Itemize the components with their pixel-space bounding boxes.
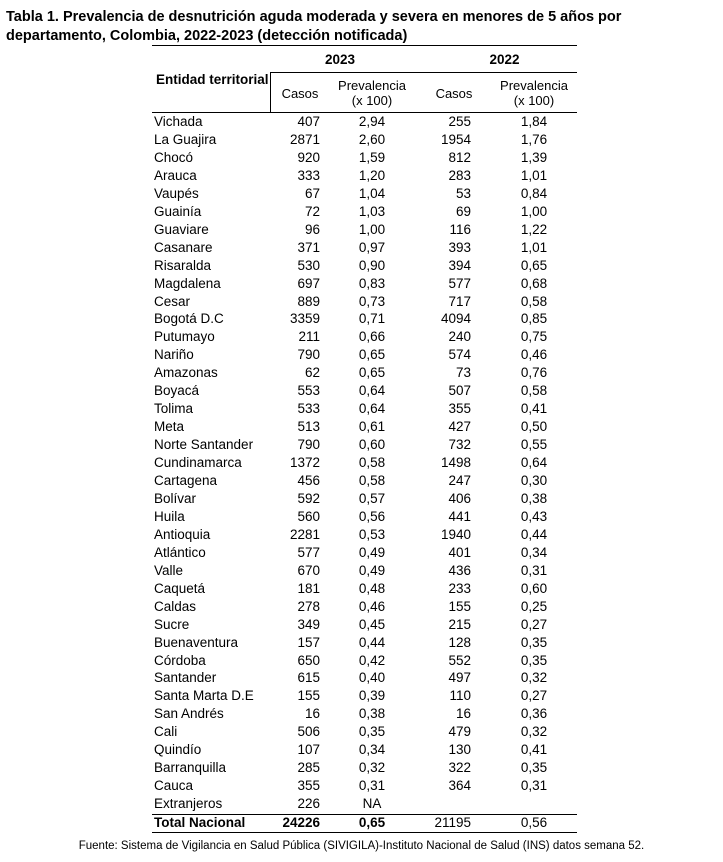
entity-cell: Tolima bbox=[154, 401, 194, 417]
cases-2022-cell: 479 bbox=[448, 724, 471, 740]
cases-2023-cell: 533 bbox=[297, 401, 320, 417]
prevalence-2022-cell: 0,46 bbox=[520, 347, 548, 363]
cases-2023-cell: 355 bbox=[297, 778, 320, 794]
top-rule bbox=[152, 45, 577, 46]
entity-cell: Boyacá bbox=[154, 383, 200, 399]
prevalence-2023-cell: 0,42 bbox=[358, 652, 386, 668]
cases-2023-cell: 285 bbox=[297, 760, 320, 776]
prevalence-2023-cell: 0,44 bbox=[358, 634, 386, 650]
cases-2023-cell: 560 bbox=[297, 508, 320, 524]
cases-2023-header: Casos bbox=[281, 86, 319, 101]
cases-2023-cell: 16 bbox=[304, 706, 320, 722]
prevalence-2023-cell: 0,90 bbox=[358, 257, 386, 273]
cases-2023-cell: 456 bbox=[297, 473, 320, 488]
cases-2022-cell: 1954 bbox=[440, 131, 471, 147]
cases-2023-cell: 506 bbox=[297, 724, 320, 740]
prevalence-2022-cell: 0,32 bbox=[520, 670, 548, 686]
cases-2022-cell: 401 bbox=[448, 544, 471, 560]
cases-2022-cell: 1498 bbox=[440, 455, 471, 471]
prevalence-2023-cell: 0,57 bbox=[358, 490, 386, 506]
entity-cell: Arauca bbox=[154, 167, 197, 183]
prevalence-2023-cell: 0,83 bbox=[358, 275, 386, 291]
prevalence-2022-cell: 0,50 bbox=[520, 419, 548, 435]
prevalence-2023-cell: 0,58 bbox=[358, 473, 386, 488]
entity-cell: Magdalena bbox=[154, 275, 221, 291]
year-rule bbox=[270, 72, 577, 73]
cases-2022-cell: 128 bbox=[448, 634, 471, 650]
entity-cell: Risaralda bbox=[154, 257, 212, 273]
prevalence-2022-cell: 0,60 bbox=[520, 580, 548, 596]
entity-cell: Huila bbox=[154, 508, 185, 524]
cases-2022-cell: 116 bbox=[449, 221, 471, 237]
cases-2023-cell: 1372 bbox=[289, 455, 320, 471]
cases-2023-cell: 72 bbox=[304, 203, 320, 219]
prevalence-2023-cell: 0,60 bbox=[358, 437, 386, 453]
cases-2022-cell: 406 bbox=[448, 490, 471, 506]
prevalence-2022-cell: 0,55 bbox=[520, 437, 548, 453]
prevalence-table bbox=[152, 45, 577, 833]
prevalence-2022-cell: 0,43 bbox=[520, 508, 548, 524]
entity-cell: Cundinamarca bbox=[154, 455, 242, 471]
cases-2023-cell: 371 bbox=[297, 239, 320, 255]
cases-2023-cell: 181 bbox=[297, 580, 320, 596]
entity-cell: Casanare bbox=[154, 239, 213, 255]
prevalence-2023-cell: 0,64 bbox=[358, 383, 386, 399]
prevalence-2023-cell: 0,65 bbox=[358, 347, 386, 363]
prevalence-2022-cell: 0,35 bbox=[520, 760, 548, 776]
total-prevalence-2023-cell: 0,65 bbox=[358, 815, 386, 830]
entity-cell: Santander bbox=[154, 670, 217, 686]
cases-2022-cell: 130 bbox=[448, 742, 471, 758]
entity-cell: Sucre bbox=[154, 616, 190, 632]
prevalence-2023-cell: 1,00 bbox=[358, 221, 386, 237]
cases-2022-header: Casos bbox=[435, 86, 473, 101]
prevalence-2022-cell: 0,25 bbox=[520, 598, 548, 614]
prevalence-2022-cell: 0,38 bbox=[520, 490, 548, 506]
cases-2022-cell: 717 bbox=[448, 293, 471, 309]
prevalence-2022-cell: 1,84 bbox=[520, 114, 548, 129]
cases-2022-cell: 53 bbox=[455, 185, 471, 201]
entity-cell: Caquetá bbox=[154, 580, 206, 596]
total-cases-2023-cell: 24226 bbox=[282, 815, 320, 830]
prevalence-2022-header-line1: Prevalencia bbox=[500, 78, 568, 93]
cases-2022-cell: 1940 bbox=[440, 526, 471, 542]
entity-cell: Barranquilla bbox=[154, 760, 227, 776]
prevalence-2022-cell: 0,27 bbox=[520, 616, 548, 632]
cases-2023-cell: 407 bbox=[297, 114, 320, 129]
prevalence-2022-cell: 0,84 bbox=[520, 185, 548, 201]
entity-cell: Meta bbox=[154, 419, 185, 435]
entity-cell: Santa Marta D.E bbox=[154, 688, 254, 704]
prevalence-2023-cell: 0,73 bbox=[358, 293, 386, 309]
cases-2022-cell: 812 bbox=[448, 149, 471, 165]
prevalence-2023-cell: 0,39 bbox=[358, 688, 386, 704]
cases-2023-cell: 333 bbox=[297, 167, 320, 183]
cases-2023-cell: 349 bbox=[297, 616, 320, 632]
entity-cell: Cauca bbox=[154, 778, 194, 794]
entity-cell: Cali bbox=[154, 724, 178, 740]
prevalence-2023-cell: NA bbox=[362, 796, 382, 812]
total-prevalence-2022-cell: 0,56 bbox=[520, 815, 548, 830]
prevalence-2022-cell: 1,39 bbox=[520, 149, 548, 165]
cases-2022-cell: 4094 bbox=[440, 311, 471, 327]
prevalence-2022-cell: 0,68 bbox=[520, 275, 548, 291]
prevalence-2023-cell: 0,32 bbox=[358, 760, 386, 776]
prevalence-2023-cell: 0,58 bbox=[358, 455, 386, 471]
entity-cell: Norte Santander bbox=[154, 437, 254, 453]
prevalence-2022-cell: 0,76 bbox=[520, 365, 548, 381]
cases-2022-cell: 110 bbox=[449, 688, 471, 704]
prevalence-2023-cell: 0,31 bbox=[358, 778, 386, 794]
prevalence-2023-cell: 1,03 bbox=[358, 203, 386, 219]
prevalence-2022-cell: 0,31 bbox=[520, 562, 548, 578]
entity-cell: Chocó bbox=[154, 149, 194, 165]
prevalence-2023-cell: 0,40 bbox=[358, 670, 386, 686]
prevalence-2022-cell: 0,27 bbox=[520, 688, 548, 704]
prevalence-2023-cell: 0,53 bbox=[358, 526, 386, 542]
prevalence-2022-header bbox=[492, 78, 576, 108]
cases-2022-cell: 73 bbox=[455, 365, 471, 381]
prevalence-2023-cell: 0,66 bbox=[358, 329, 386, 345]
prevalence-2022-cell: 0,44 bbox=[520, 526, 548, 542]
cases-2023-cell: 670 bbox=[297, 562, 320, 578]
prevalence-2023-cell: 0,61 bbox=[358, 419, 386, 435]
prevalence-2022-cell: 0,36 bbox=[520, 706, 548, 722]
year-2023-header: 2023 bbox=[324, 52, 356, 67]
cases-2022-cell: 240 bbox=[448, 329, 471, 345]
cases-2022-cell: 393 bbox=[448, 239, 471, 255]
entity-cell: Bogotá D.C bbox=[154, 311, 224, 327]
prevalence-2023-cell: 2,60 bbox=[358, 131, 386, 147]
cases-2023-cell: 920 bbox=[297, 149, 320, 165]
prevalence-2023-cell: 0,49 bbox=[358, 544, 386, 560]
prevalence-2022-cell: 1,01 bbox=[520, 239, 548, 255]
entity-cell: Antioquia bbox=[154, 526, 211, 542]
entity-cell: Putumayo bbox=[154, 329, 215, 345]
entity-cell: Buenaventura bbox=[154, 634, 239, 650]
entity-cell: Atlántico bbox=[154, 544, 206, 560]
entity-cell: Extranjeros bbox=[154, 796, 223, 812]
prevalence-2023-cell: 0,71 bbox=[358, 311, 386, 327]
entity-cell: Córdoba bbox=[154, 652, 206, 668]
entity-cell: Guainía bbox=[154, 203, 202, 219]
cases-2023-cell: 96 bbox=[304, 221, 320, 237]
cases-2023-cell: 615 bbox=[297, 670, 320, 686]
cases-2023-cell: 513 bbox=[297, 419, 320, 435]
prevalence-2023-cell: 0,35 bbox=[358, 724, 386, 740]
entity-cell: Guaviare bbox=[154, 221, 209, 237]
prevalence-2023-cell: 0,38 bbox=[358, 706, 386, 722]
prevalence-2023-header-line2: (x 100) bbox=[351, 93, 393, 108]
prevalence-2023-cell: 0,48 bbox=[358, 580, 386, 596]
cases-2022-cell: 255 bbox=[448, 114, 471, 129]
cases-2022-cell: 215 bbox=[448, 616, 471, 632]
prevalence-2022-cell: 0,34 bbox=[520, 544, 548, 560]
prevalence-2022-cell: 0,35 bbox=[520, 634, 548, 650]
prevalence-2022-cell: 0,31 bbox=[520, 778, 548, 794]
prevalence-2023-cell: 0,64 bbox=[358, 401, 386, 417]
cases-2022-cell: 497 bbox=[448, 670, 471, 686]
cases-2023-cell: 2281 bbox=[289, 526, 320, 542]
table-title: Tabla 1. Prevalencia de desnutrición aguda moderada y severa en menores de 5 años por departamento, Colombia, 2022-2023 (detección notificada) bbox=[6, 9, 622, 44]
prevalence-2022-cell: 0,85 bbox=[520, 311, 548, 327]
prevalence-2022-cell: 1,22 bbox=[520, 221, 548, 237]
cases-2023-cell: 157 bbox=[297, 634, 320, 650]
cases-2022-cell: 364 bbox=[448, 778, 471, 794]
prevalence-2023-cell: 0,56 bbox=[358, 508, 386, 524]
total-cases-2022-cell: 21195 bbox=[434, 815, 471, 830]
cases-2023-cell: 226 bbox=[297, 796, 320, 812]
prevalence-2023-cell: 0,97 bbox=[358, 239, 386, 255]
entity-cell: Nariño bbox=[154, 347, 194, 363]
prevalence-2023-cell: 1,20 bbox=[358, 167, 386, 183]
prevalence-2022-cell: 1,01 bbox=[520, 167, 548, 183]
entity-cell: Cartagena bbox=[154, 473, 218, 488]
cases-2022-cell: 355 bbox=[448, 401, 471, 417]
entity-cell: Bolívar bbox=[154, 490, 197, 506]
entity-cell: Vichada bbox=[154, 114, 203, 129]
cases-2022-cell: 394 bbox=[448, 257, 471, 273]
prevalence-2023-header bbox=[330, 78, 414, 108]
cases-2022-cell: 247 bbox=[448, 473, 471, 488]
cases-2023-cell: 790 bbox=[297, 347, 320, 363]
prevalence-2023-header-line1: Prevalencia bbox=[338, 78, 406, 93]
cases-2023-cell: 67 bbox=[304, 185, 320, 201]
cases-2023-cell: 530 bbox=[297, 257, 320, 273]
cases-2023-cell: 553 bbox=[297, 383, 320, 399]
cases-2022-cell: 283 bbox=[448, 167, 471, 183]
prevalence-2022-cell: 0,41 bbox=[520, 742, 548, 758]
prevalence-2023-cell: 1,59 bbox=[358, 149, 386, 165]
cases-2023-cell: 592 bbox=[297, 490, 320, 506]
cases-2023-cell: 155 bbox=[297, 688, 320, 704]
prevalence-2022-cell: 0,32 bbox=[520, 724, 548, 740]
cases-2023-cell: 650 bbox=[297, 652, 320, 668]
cases-2022-cell: 155 bbox=[448, 598, 471, 614]
cases-2023-cell: 790 bbox=[297, 437, 320, 453]
cases-2023-cell: 62 bbox=[304, 365, 320, 381]
cases-2022-cell: 441 bbox=[448, 508, 471, 524]
prevalence-2022-cell: 0,64 bbox=[520, 455, 548, 471]
cases-2022-cell: 16 bbox=[455, 706, 471, 722]
cases-2022-cell: 574 bbox=[448, 347, 471, 363]
header-divider bbox=[270, 72, 271, 112]
cases-2022-cell: 436 bbox=[448, 562, 471, 578]
entity-cell: Valle bbox=[154, 562, 184, 578]
cases-2022-cell: 507 bbox=[448, 383, 471, 399]
prevalence-2023-cell: 0,46 bbox=[358, 598, 386, 614]
prevalence-2022-cell: 1,76 bbox=[520, 131, 548, 147]
prevalence-2022-header-line2: (x 100) bbox=[513, 93, 555, 108]
prevalence-2022-cell: 0,65 bbox=[520, 257, 548, 273]
entity-cell: San Andrés bbox=[154, 706, 224, 722]
cases-2022-cell: 69 bbox=[455, 203, 471, 219]
cases-2022-cell: 552 bbox=[448, 652, 471, 668]
entity-cell: Caldas bbox=[154, 598, 197, 614]
entity-cell: La Guajira bbox=[154, 131, 217, 147]
cases-2022-cell: 732 bbox=[448, 437, 471, 453]
prevalence-2022-cell: 0,75 bbox=[520, 329, 548, 345]
total-entity-cell: Total Nacional bbox=[154, 815, 246, 830]
entity-column-header: Entidad territorial bbox=[156, 72, 269, 87]
prevalence-2023-cell: 0,34 bbox=[358, 742, 386, 758]
cases-2023-cell: 577 bbox=[297, 544, 320, 560]
total-bottom-rule bbox=[152, 832, 577, 833]
prevalence-2022-cell: 0,41 bbox=[520, 401, 548, 417]
year-2022-header: 2022 bbox=[489, 52, 520, 67]
entity-cell: Vaupés bbox=[154, 185, 199, 201]
entity-cell: Cesar bbox=[154, 293, 191, 309]
cases-2022-cell: 427 bbox=[448, 419, 471, 435]
entity-cell: Amazonas bbox=[154, 365, 218, 381]
cases-2023-cell: 211 bbox=[298, 329, 320, 345]
source-footnote: Fuente: Sistema de Vigilancia en Salud Pública (SIVIGILA)-Instituto Nacional de Salud (INS) datos semana 52. bbox=[78, 840, 645, 852]
prevalence-2023-cell: 0,65 bbox=[358, 365, 386, 381]
cases-2023-cell: 889 bbox=[297, 293, 320, 309]
prevalence-2023-cell: 1,04 bbox=[358, 185, 386, 201]
entity-cell: Quindío bbox=[154, 742, 202, 758]
prevalence-2023-cell: 0,45 bbox=[358, 616, 386, 632]
cases-2022-cell: 322 bbox=[448, 760, 471, 776]
prevalence-2023-cell: 0,49 bbox=[358, 562, 386, 578]
prevalence-2022-cell: 0,30 bbox=[520, 473, 548, 488]
prevalence-2022-cell: 0,58 bbox=[520, 383, 548, 399]
prevalence-2023-cell: 2,94 bbox=[358, 114, 386, 129]
cases-2023-cell: 107 bbox=[297, 742, 320, 758]
prevalence-2022-cell: 1,00 bbox=[520, 203, 548, 219]
cases-2022-cell: 577 bbox=[448, 275, 471, 291]
cases-2023-cell: 2871 bbox=[289, 131, 320, 147]
prevalence-2022-cell: 0,58 bbox=[520, 293, 548, 309]
cases-2022-cell: 233 bbox=[448, 580, 471, 596]
cases-2023-cell: 3359 bbox=[289, 311, 320, 327]
prevalence-2022-cell: 0,35 bbox=[520, 652, 548, 668]
cases-2023-cell: 697 bbox=[297, 275, 320, 291]
cases-2023-cell: 278 bbox=[297, 598, 320, 614]
